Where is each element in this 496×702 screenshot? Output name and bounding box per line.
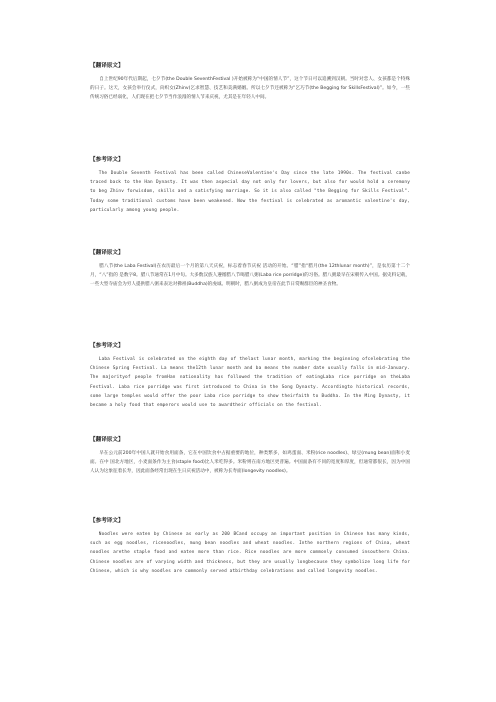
- section-heading-reference-2: 【参考译文】: [90, 343, 124, 349]
- reference-text-noodles: Noodles were eaten by Chinese as early as 200 BCand occupy an important position in Chinese has many kinds, such as egg noodles, ricenoodles, mung bean noodles and wheat noodles. Inthe northern regions of China, wheat noodles arethe staple food and eaten more than rice. Rice noodles are more commonly consumed insouthern China. Chinese noodles are of varying width and thickness, but they are usually longbecause they symbolize long life for Chinese, which is why noodles are commonly served atbirthday celebrations and called longevity noodles.: [90, 532, 410, 574]
- section-heading-source-3: 【翻译原文】: [90, 437, 124, 443]
- reference-text-laba: Laba Festival is celebrated on the eighth day of thelast lunar month, marking the beginning ofcelebrating the Chinese Spring Festival. La means the12th lunar month and ba means the number date usually falls in mid-January. The majorityof people fromHan nationality has followed the tradition of eatingLaba rice porridge on theLaba Festival. Laba rice porridge was first introduced to China in the Song Dynasty. Accordingto historical records, some large temples would offer the poor Laba rice porridge to show theirfaith to Buddha. In the Ming Dynasty, it became a holy food that emperors would use to awardtheir officials on the festival.: [90, 357, 410, 409]
- section-heading-reference-3: 【参考译文】: [90, 518, 124, 524]
- section-heading-source-1: 【翻译原文】: [90, 63, 124, 69]
- section-heading-reference-1: 【参考译文】: [90, 157, 124, 163]
- source-text-laba: 腊八节(the Laba Festival)在农历最后一个月的第八天庆祝，标志着春节庆祝 活动的开始。“腊”指“腊月(the 12thlunar month)”，是农历第十二个月，“八”指的 是数字8。腊八节通常在1月中旬。大多数汉族人遵循腊八节喝腊八粥(Laba rice porridge)的习俗。腊八粥最早在宋朝传入中国。据史料记载，一些大型寺庙会为穷人提供腊八粥来表达对佛祖(Buddha)的虔诚。明朝时，腊八粥成为皇帝在此节日赏赐群臣的神圣食物。: [90, 264, 410, 288]
- reference-text-qixi: The Double Seventh Festival has been called ChineseValentine's Day since the late 1990s. The festival canbe traced back to the Han Dynasty. It was then aspecial day not only for lovers, but also for would hold a ceremony to beg Zhinv forwisdom, skills and a satisfying marriage. So it is also called "the Begging for Skills Festival". Today some traditional customs have been weakened. Now the festival is celebrated as aromantic valentine's day, particularly among young people.: [90, 171, 410, 213]
- section-heading-source-2: 【翻译原文】: [90, 250, 124, 256]
- source-text-noodles: 早在公元前200年中国人就开始食用面条，它在中国饮食中占据重要的地位，种类繁多，如鸡蛋面、米粉(rice noodles)、绿豆(mung bean)面和小麦面。在中 国北方地区，小麦面条作为主食(staple food)比人米吃得多。米粉则在南方地区更普遍。中国面条有不同的宽度和厚度，但通常都很长，因为中国人认为这象征着长寿，因此面条经常出现在生日庆祝活动中，被称为长寿面(longevity noodles)。: [90, 451, 410, 475]
- source-text-qixi: 自上世纪90年代后期起，七夕节(the Double SeventhFestival )开始被称为“中国的情人节”，这个节日可以追溯到汉朝。当时对恋人、女孩都是个特殊的日子。这天，女孩会举行仪式，向织女(Zhinv)乞求智慧、技艺和美满婚姻。所以七夕节还被称为“乞巧节(the Begging for SkillsFestival)”。如今，一些传统习俗已经弱化，人们现在把七夕节当作浪漫的情人节来庆祝，尤其是在年轻人中间。: [90, 77, 410, 101]
